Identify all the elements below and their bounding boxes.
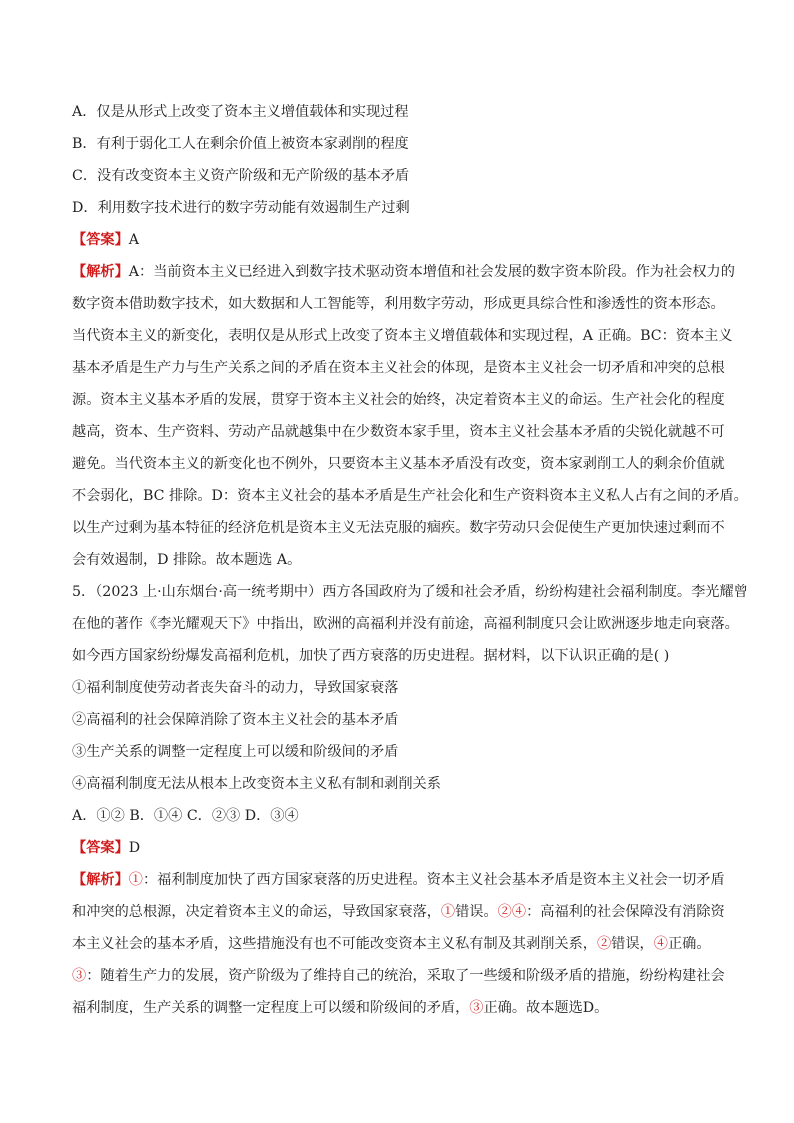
analysis-line: ③：随着生产力的发展，资产阶级为了维持自己的统治，采取了一些缓和阶级矛盾的措施，纷纷构建社会 — [72, 968, 725, 984]
analysis-line: 避免。当代资本主义的新变化也不例外，只要资本主义基本矛盾没有改变，资本家剥削工人的剩余价值就 — [72, 456, 725, 472]
analysis-label: 【解析】 — [72, 872, 129, 888]
analysis-line: 基本矛盾是生产力与生产关系之间的矛盾在资本主义社会的体现，是资本主义社会一切矛盾和冲突的总根 — [72, 360, 725, 376]
analysis-line: 数字资本借助数字技术，如大数据和人工智能等，利用数字劳动，形成更具综合性和渗透性的资本形态。 — [72, 296, 725, 312]
statement-3: ③生产关系的调整一定程度上可以缓和阶级间的矛盾 — [72, 744, 399, 760]
answer-line — [72, 838, 736, 858]
option-d: D．利用数字技术进行的数字劳动能有效遏制生产过剩 — [72, 200, 410, 216]
analysis-line: 源。资本主义基本矛盾的发展，贯穿于资本主义社会的始终，决定着资本主义的命运。生产社会化的程度 — [72, 392, 725, 408]
analysis-line: 和冲突的总根源，决定着资本主义的命运，导致国家衰落，①错误。②④：高福利的社会保障没有消除资 — [72, 904, 725, 920]
analysis-line — [72, 870, 736, 890]
answer-label: 【答案】 — [72, 232, 129, 248]
analysis-line: 本主义社会的基本矛盾，这些措施没有也不可能改变资本主义私有制及其剥削关系，②错误，④正确。 — [72, 936, 711, 952]
option-c: C．没有改变资本主义资产阶级和无产阶级的基本矛盾 — [72, 168, 410, 184]
answer-label: 【答案】 — [72, 840, 129, 856]
analysis-text: ①：福利制度加快了西方国家衰落的历史进程。资本主义社会基本矛盾是资本主义社会一切矛盾 — [128, 872, 725, 888]
answer-value: A — [128, 232, 140, 248]
question-stem: 在他的著作《李光耀观天下》中指出，欧洲的高福利并没有前途，高福利制度只会让欧洲逐步地走向衰落。 — [72, 616, 739, 632]
statement-4: ④高福利制度无法从根本上改变资本主义私有制和剥削关系 — [72, 776, 441, 792]
analysis-label: 【解析】 — [72, 264, 129, 280]
analysis-line: 以生产过剩为基本特征的经济危机是资本主义无法克服的痼疾。数字劳动只会促使生产更加快速过剩而不 — [72, 520, 725, 536]
statement-1: ①福利制度使劳动者丧失奋斗的动力，导致国家衰落 — [72, 680, 399, 696]
option-b: B．有利于弱化工人在剩余价值上被资本家剥削的程度 — [72, 136, 409, 152]
analysis-line: 福利制度，生产关系的调整一定程度上可以缓和阶级间的矛盾，③正确。故本题选D。 — [72, 1000, 609, 1016]
analysis-text: A：当前资本主义已经进入到数字技术驱动资本增值和社会发展的数字资本阶段。作为社会权力的 — [128, 264, 735, 280]
analysis-line: 当代资本主义的新变化，表明仅是从形式上改变了资本主义增值载体和实现过程，A 正确。BC：资本主义 — [72, 328, 733, 344]
question-stem: 5．（2023 上·山东烟台·高一统考期中）西方各国政府为了缓和社会矛盾，纷纷构建社会福利制度。李光耀曾 — [72, 584, 748, 600]
analysis-line: 会有效遏制，D 排除。故本题选 A。 — [72, 552, 302, 568]
choice-row: A．①② B．①④ C．②③ D．③④ — [72, 808, 299, 824]
analysis-line — [72, 262, 736, 282]
analysis-line: 越高，资本、生产资料、劳动产品就越集中在少数资本家手里，资本主义社会基本矛盾的尖锐化就越不可 — [72, 424, 725, 440]
analysis-line: 不会弱化，BC 排除。D：资本主义社会的基本矛盾是生产社会化和生产资料资本主义私人占有之间的矛盾。 — [72, 488, 748, 504]
option-a: A．仅是从形式上改变了资本主义增值载体和实现过程 — [72, 104, 409, 120]
answer-line — [72, 230, 736, 250]
statement-2: ②高福利的社会保障消除了资本主义社会的基本矛盾 — [72, 712, 399, 728]
question-stem: 如今西方国家纷纷爆发高福利危机，加快了西方衰落的历史进程。据材料，以下认识正确的是( ) — [72, 648, 670, 664]
answer-value: D — [128, 840, 141, 856]
